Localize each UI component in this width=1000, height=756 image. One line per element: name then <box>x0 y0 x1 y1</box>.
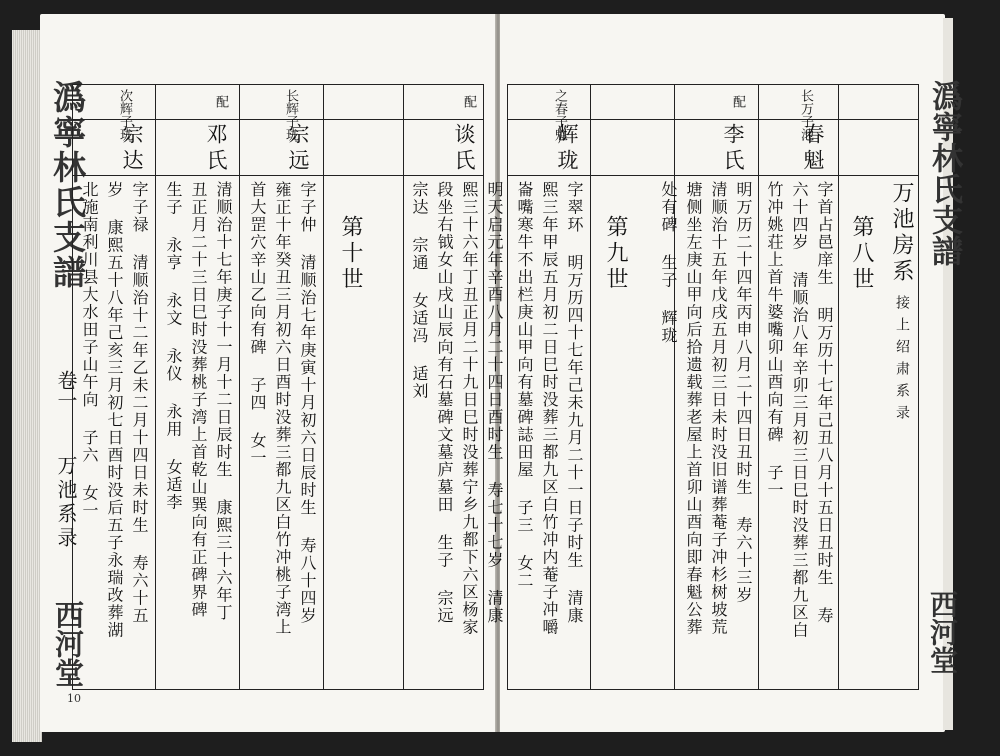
left-hall-name: 西河堂 <box>51 600 85 687</box>
generation-title-9: 第九世 <box>603 215 628 293</box>
spouse-label-li: 配 <box>730 95 745 108</box>
generation-title-10: 第十世 <box>338 215 363 293</box>
relation-label-huilong: 之春子魁 <box>552 89 567 141</box>
biography-deng: 清顺治十七年庚子十一月十二日辰时生 康熙三十六年丁 丑正月二十三日巳时没葬桃子湾上首乾山巽向有正碑界碑 生子 永亨 永文 永仪 永用 女适李 <box>164 181 233 622</box>
biography-li: 明万历二十四年丙申八月二十四日丑时生 寿六十三岁 清顺治十五年戊戌五月初三日未时没旧谱葬菴子冲杉树坡荒 塘侧坐左庚山甲向后拾遗载葬老屋上首卯山酉向即春魁公葬 处有碑 生子 辉珑 <box>659 181 753 636</box>
relation-label-zongda: 次辉子珑 <box>117 89 132 141</box>
biography-tan: 明天启元年辛酉八月二十四日酉时生 寿七十七岁 清康 熙三十六年丁丑正月二十九日巳时没葬宁乡九都下六区杨家 段坐右钺女山戌山辰向有石墓碑文墓庐墓田 生子 宗远 宗达 宗通 女适冯 适刘 <box>410 181 504 636</box>
relation-label-zongyuan: 长辉子珑 <box>283 89 298 141</box>
biography-chunkui: 字首占邑庠生 明万历十七年己丑八月十五日丑时生 寿 六十四岁 清顺治八年辛卯三月初三日巳时没葬三都九区白 竹冲姚荘上首牛婆嘴卯山酉向有碑 子一 <box>765 181 834 639</box>
person-name-zongda: 宗达 <box>120 123 144 175</box>
spouse-label-deng: 配 <box>213 95 228 108</box>
spouse-name-deng: 邓氏 <box>204 123 228 175</box>
relation-label-chunkui: 长万子池 <box>798 89 813 141</box>
spouse-name-li: 李氏 <box>721 123 745 175</box>
left-genealogy-table <box>72 84 504 690</box>
person-name-zongyuan: 宗远 <box>286 123 310 175</box>
branch-subtitle: 接上绍肃系录 <box>894 295 910 427</box>
right-hall-name: 西河堂 <box>926 590 959 674</box>
biography-zongyuan: 字子仲 清顺治七年庚寅十月初六日辰时生 寿八十四岁 雍正十年癸丑三月初六日酉时没葬三都九区白竹冲桃子湾上 首大罡穴辛山乙向有碑 子四 女一 <box>248 181 317 636</box>
right-genealogy-table <box>507 84 919 690</box>
person-name-chunkui: 春魁 <box>801 123 825 175</box>
branch-title: 万池房系 <box>889 181 914 285</box>
spouse-label-tan: 配 <box>461 95 476 108</box>
page-edges-left <box>12 30 42 742</box>
page-number: 10 <box>67 692 81 705</box>
branch-label: 万池系录 <box>54 455 78 551</box>
volume-label: 卷一 <box>54 370 78 410</box>
left-margin-title: 潙寧林氏支譜 <box>48 80 87 290</box>
generation-title-8: 第八世 <box>849 215 874 293</box>
right-margin-title: 潙寧林氏支譜 <box>926 80 962 266</box>
biography-zongda: 字子禄 清顺治十二年乙未二月十四日未时生 寿六十五 岁 康熙五十八年己亥三月初七日酉时没后五子永瑞改葬湖 北施南利川县大水田子山午向 子六 女一 <box>80 181 149 639</box>
person-name-huilong: 辉珑 <box>555 123 579 175</box>
spouse-name-tan: 谈氏 <box>452 123 476 175</box>
biography-huilong: 字翠环 明万历四十七年己未九月二十一日子时生 清康 熙三年甲辰五月初二日巳时没葬三都九区白竹冲内菴子冲嚼 崙嘴寒牛不出栏庚山甲向有墓碑誌田屋 子三 女二 <box>515 181 584 636</box>
